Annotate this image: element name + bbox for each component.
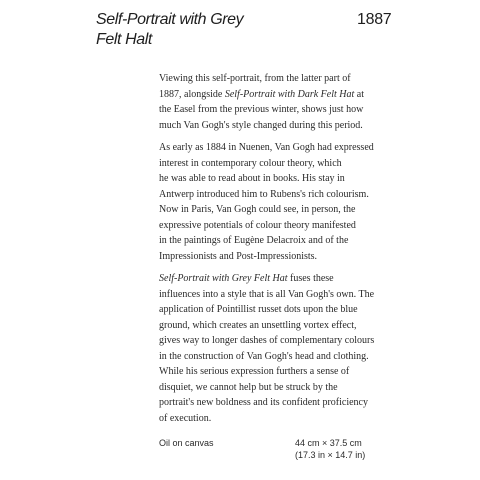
artwork-medium: Oil on canvas: [159, 438, 214, 448]
text-line: [159, 102, 399, 118]
text-run: ground, which creates an unsettling vortex effect,: [159, 319, 357, 331]
text-line: [159, 249, 399, 265]
text-line: [159, 187, 399, 203]
text-run: disquiet, we cannot help but be struck by the: [159, 381, 338, 393]
text-run: much Van Gogh's style changed during this period.: [159, 119, 363, 131]
text-run: application of Pointillist russet dots upon the blue: [159, 304, 358, 315]
text-line: [159, 411, 399, 427]
text-run: influences into a style that is all Van Gogh's own. The: [159, 288, 375, 300]
text-line: [159, 118, 399, 134]
text-run: portrait's new boldness and its confident proficiency: [159, 397, 368, 408]
italic-artwork-reference: Self-Portrait with Dark Felt Hat: [224, 88, 355, 100]
text-run: of execution.: [159, 412, 212, 424]
text-run: As early as 1884 in Nuenen, Van Gogh had expressed: [159, 142, 374, 153]
text-run: Antwerp introduced him to Rubens's rich colourism.: [159, 188, 369, 200]
text-line: [159, 364, 399, 380]
text-line: [159, 349, 399, 365]
text-line: [159, 271, 399, 287]
text-line: [159, 395, 399, 411]
text-run: in the paintings of Eugène Delacroix and of the: [159, 235, 349, 246]
dimensions-in: (17.3 in × 14.7 in): [295, 450, 366, 460]
text-run: fuses these: [287, 273, 334, 284]
text-run: While his serious expression furthers a sense of: [159, 366, 350, 377]
text-run: gives way to longer dashes of complementary colours: [159, 335, 375, 346]
text-line: [159, 380, 399, 396]
text-line: [159, 287, 399, 303]
text-run: interest in contemporary colour theory, which: [159, 157, 342, 169]
artwork-title-line-1: Self-Portrait with Grey: [96, 11, 244, 28]
text-line: [159, 218, 399, 234]
text-line: [159, 302, 399, 318]
text-run: in the construction of Van Gogh's head and clothing.: [159, 350, 369, 362]
text-run: Viewing this self-portrait, from the latter part of: [159, 73, 351, 84]
artwork-title-line-2: Felt Halt: [96, 31, 152, 48]
text-run: at: [354, 88, 364, 100]
text-run: Impressionists and Post-Impressionists.: [159, 250, 318, 262]
text-line: [159, 333, 399, 349]
description-text: [159, 71, 399, 433]
text-line: [159, 233, 399, 249]
text-run: he was able to read about in books. His stay in: [159, 173, 345, 184]
artwork-title: [96, 10, 316, 50]
dimensions-cm: 44 cm × 37.5 cm: [295, 438, 362, 448]
text-line: [159, 156, 399, 172]
text-run: the Easel from the previous winter, shows just how: [159, 104, 364, 115]
text-run: 1887, alongside: [159, 88, 225, 100]
text-line: [159, 318, 399, 334]
text-line: [159, 140, 399, 156]
artwork-year: 1887: [357, 11, 392, 28]
text-run: Now in Paris, Van Gogh could see, in person, the: [159, 204, 356, 215]
description-paragraph: [159, 140, 399, 264]
text-line: [159, 87, 399, 103]
artwork-dimensions: [295, 437, 365, 461]
text-line: [159, 71, 399, 87]
text-line: [159, 202, 399, 218]
text-line: [159, 171, 399, 187]
text-run: expressive potentials of colour theory manifested: [159, 219, 356, 231]
description-paragraph: [159, 271, 399, 426]
italic-artwork-reference: Self-Portrait with Grey Felt Hat: [159, 273, 288, 284]
description-paragraph: [159, 71, 399, 133]
